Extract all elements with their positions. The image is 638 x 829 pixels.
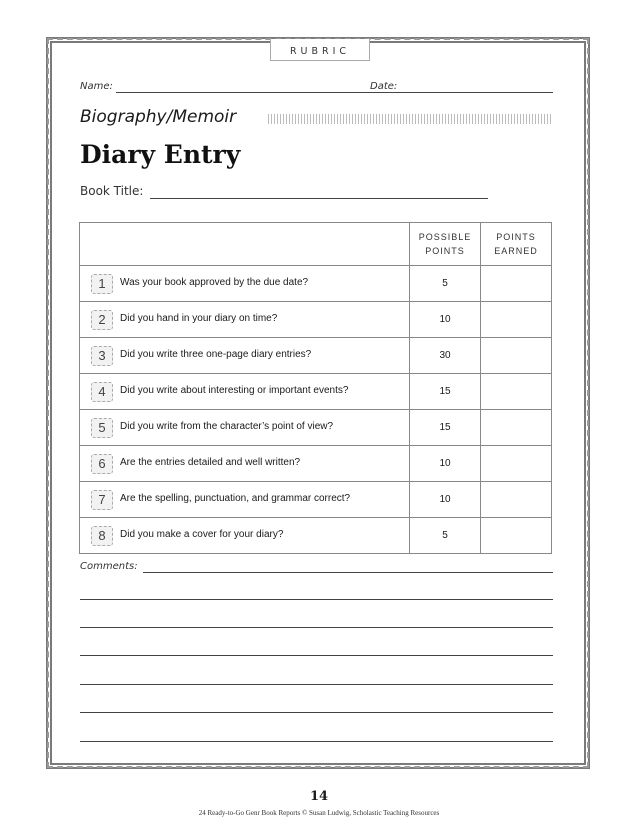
comments-line[interactable]: [143, 572, 553, 573]
rubric-label: RUBRIC: [289, 46, 351, 57]
comments-line[interactable]: [80, 741, 553, 742]
footer-credit: 24 Ready-to-Go Genr Book Reports © Susan Ludwig, Scholastic Teaching Resources: [198, 809, 440, 817]
page-title: Diary Entry: [80, 140, 241, 169]
comments-line[interactable]: [80, 684, 553, 685]
table-row: [80, 338, 552, 374]
possible-points-cell: 5: [410, 518, 481, 554]
name-date-row: [80, 81, 553, 97]
possible-points-cell: 15: [410, 410, 481, 446]
criterion-cell: [80, 374, 410, 410]
table-row: [80, 482, 552, 518]
table-row: [80, 374, 552, 410]
criterion-number: 1: [91, 274, 113, 294]
criterion-text: Did you make a cover for your diary?: [120, 529, 284, 540]
criterion-text: Did you hand in your diary on time?: [120, 313, 278, 324]
page-number: 14: [309, 789, 329, 804]
criterion-cell: [80, 410, 410, 446]
criterion-cell: [80, 266, 410, 302]
table-row: [80, 518, 552, 554]
book-title-field[interactable]: [150, 198, 488, 199]
table-row: [80, 410, 552, 446]
comments-line[interactable]: [80, 655, 553, 656]
points-earned-cell[interactable]: [481, 302, 552, 338]
criterion-number: 8: [91, 526, 113, 546]
criterion-text: Was your book approved by the due date?: [120, 277, 309, 288]
points-earned-cell[interactable]: [481, 410, 552, 446]
comments-line[interactable]: [80, 712, 553, 713]
possible-points-cell: 10: [410, 446, 481, 482]
table-row: [80, 266, 552, 302]
points-earned-header: POINTS EARNED: [481, 223, 552, 266]
genre-heading: Biography/Memoir: [80, 107, 237, 127]
table-row: [80, 302, 552, 338]
points-earned-cell[interactable]: [481, 482, 552, 518]
criterion-text: Did you write about interesting or important events?: [120, 385, 349, 396]
criteria-header: [80, 223, 410, 266]
table-row: [80, 446, 552, 482]
criterion-number: 2: [91, 310, 113, 330]
criterion-number: 3: [91, 346, 113, 366]
genre-divider: [268, 114, 553, 124]
points-earned-cell[interactable]: [481, 518, 552, 554]
criterion-number: 6: [91, 454, 113, 474]
possible-points-header: POSSIBLE POINTS: [410, 223, 481, 266]
name-label: Name:: [80, 81, 113, 92]
points-earned-cell[interactable]: [481, 338, 552, 374]
name-field[interactable]: [116, 92, 434, 93]
criterion-cell: [80, 302, 410, 338]
criterion-cell: [80, 482, 410, 518]
criterion-cell: [80, 446, 410, 482]
possible-points-cell: 30: [410, 338, 481, 374]
criterion-text: Are the entries detailed and well written?: [120, 457, 301, 468]
possible-points-cell: 5: [410, 266, 481, 302]
criterion-cell: [80, 518, 410, 554]
comments-label: Comments:: [80, 561, 138, 572]
criterion-text: Did you write three one-page diary entries?: [120, 349, 312, 360]
date-label: Date:: [370, 81, 398, 92]
criterion-cell: [80, 338, 410, 374]
criterion-number: 4: [91, 382, 113, 402]
criterion-number: 5: [91, 418, 113, 438]
comments-line[interactable]: [80, 627, 553, 628]
possible-points-cell: 15: [410, 374, 481, 410]
comments-line[interactable]: [80, 599, 553, 600]
rubric-table: [79, 222, 552, 554]
points-earned-cell[interactable]: [481, 446, 552, 482]
points-earned-cell[interactable]: [481, 266, 552, 302]
criterion-text: Did you write from the character’s point of view?: [120, 421, 334, 432]
book-title-label: Book Title:: [80, 184, 144, 198]
date-field[interactable]: [400, 92, 553, 93]
criterion-text: Are the spelling, punctuation, and grammar correct?: [120, 493, 351, 504]
points-earned-cell[interactable]: [481, 374, 552, 410]
rubric-tab: [270, 39, 370, 61]
criterion-number: 7: [91, 490, 113, 510]
possible-points-cell: 10: [410, 482, 481, 518]
possible-points-cell: 10: [410, 302, 481, 338]
